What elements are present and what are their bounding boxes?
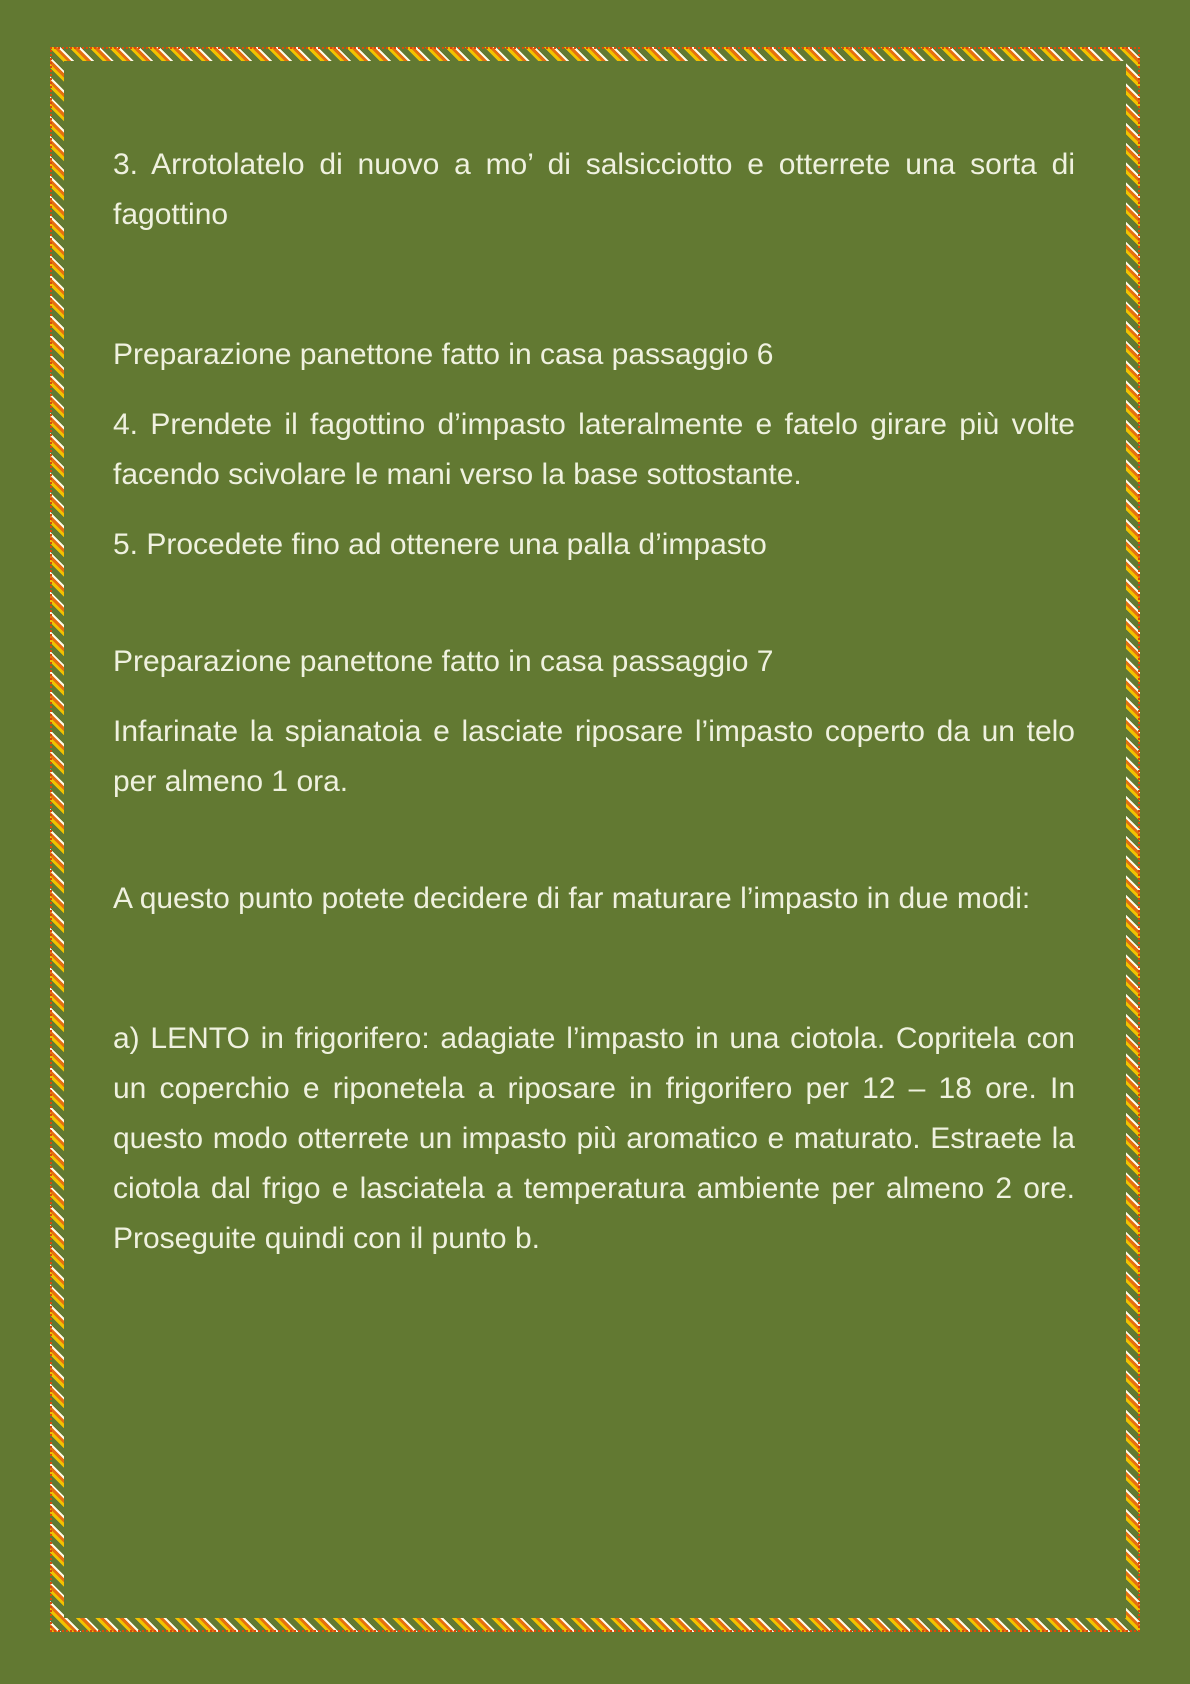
step-7-heading: Preparazione panettone fatto in casa passaggio 7 — [113, 645, 774, 678]
step-5-paragraph: 5. Procedete fino ad ottenere una palla d’impasto — [113, 528, 767, 561]
step-4-paragraph: 4. Prendete il fagottino d’impasto lateralmente e fatelo girare più volte facendo scivolare le mani verso la base sottostante. — [113, 408, 1075, 491]
rest-dough-paragraph: Infarinate la spianatoia e lasciate riposare l’impasto coperto da un telo per almeno 1 ora. — [113, 715, 1075, 798]
step-3-paragraph: 3. Arrotolatelo di nuovo a mo’ di salsicciotto e otterrete una sorta di fagottino — [113, 148, 1075, 231]
slow-fridge-method-paragraph: a) LENTO in frigorifero: adagiate l’impasto in una ciotola. Copritela con un coperchio e riponetela a riposare in frigorifero per 12 – 18 ore. In questo modo otterrete un impasto più aromatico e maturato. Estraete la ciotola dal frigo e lasciatela a temperatura ambiente per almeno 2 ore. Proseguite quindi con il punto b. — [113, 1022, 1075, 1255]
document-body — [113, 140, 1075, 1264]
maturation-options-paragraph: A questo punto potete decidere di far maturare l’impasto in due modi: — [113, 882, 1031, 915]
step-6-heading: Preparazione panettone fatto in casa passaggio 6 — [113, 338, 774, 371]
